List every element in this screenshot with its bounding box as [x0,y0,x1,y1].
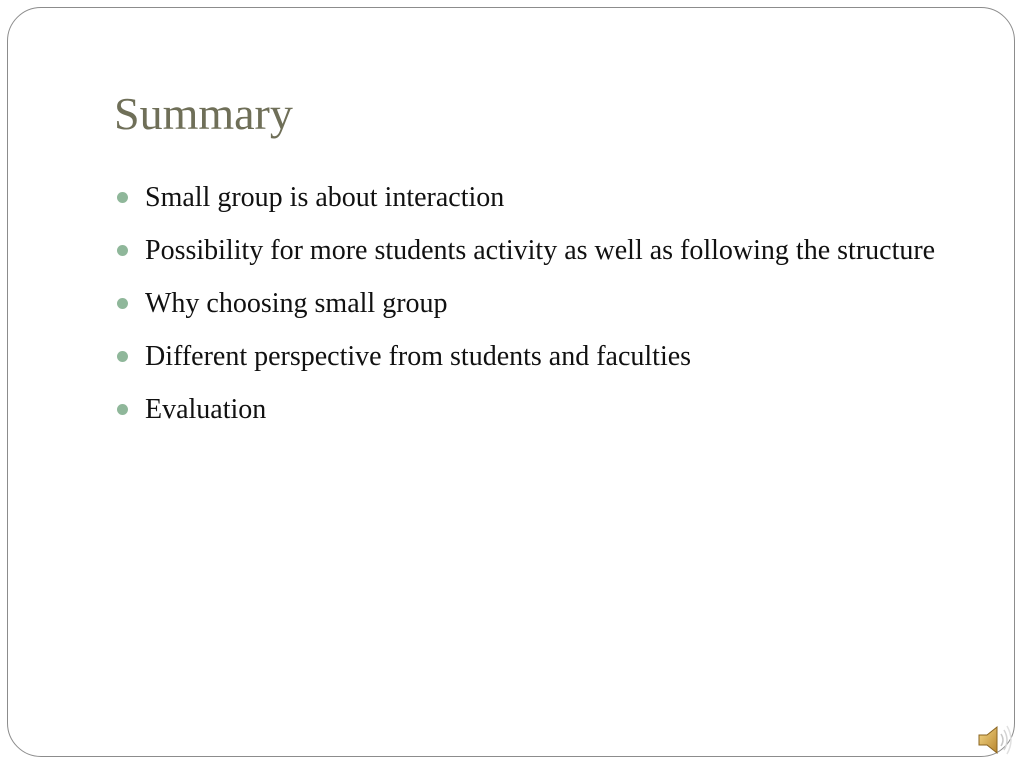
bullet-item [114,282,964,326]
slide-title: Summary [114,88,293,139]
bullet-text: Why choosing small group [145,288,448,319]
bullet-dot-icon [117,192,128,203]
speaker-icon[interactable] [976,722,1016,758]
bullet-item [114,388,964,432]
bullet-text: Possibility for more students activity as well as following the structure [145,235,936,266]
bullet-dot-icon [117,351,128,362]
slide [7,7,1015,757]
bullet-dot-icon [117,245,128,256]
bullet-item [114,229,964,273]
bullet-item [114,176,964,220]
bullet-dot-icon [117,298,128,309]
bullet-list [114,176,964,441]
bullet-text: Different perspective from students and faculties [145,341,692,372]
bullet-item [114,335,964,379]
bullet-text: Evaluation [145,394,267,425]
bullet-dot-icon [117,404,128,415]
bullet-text: Small group is about interaction [145,182,505,213]
